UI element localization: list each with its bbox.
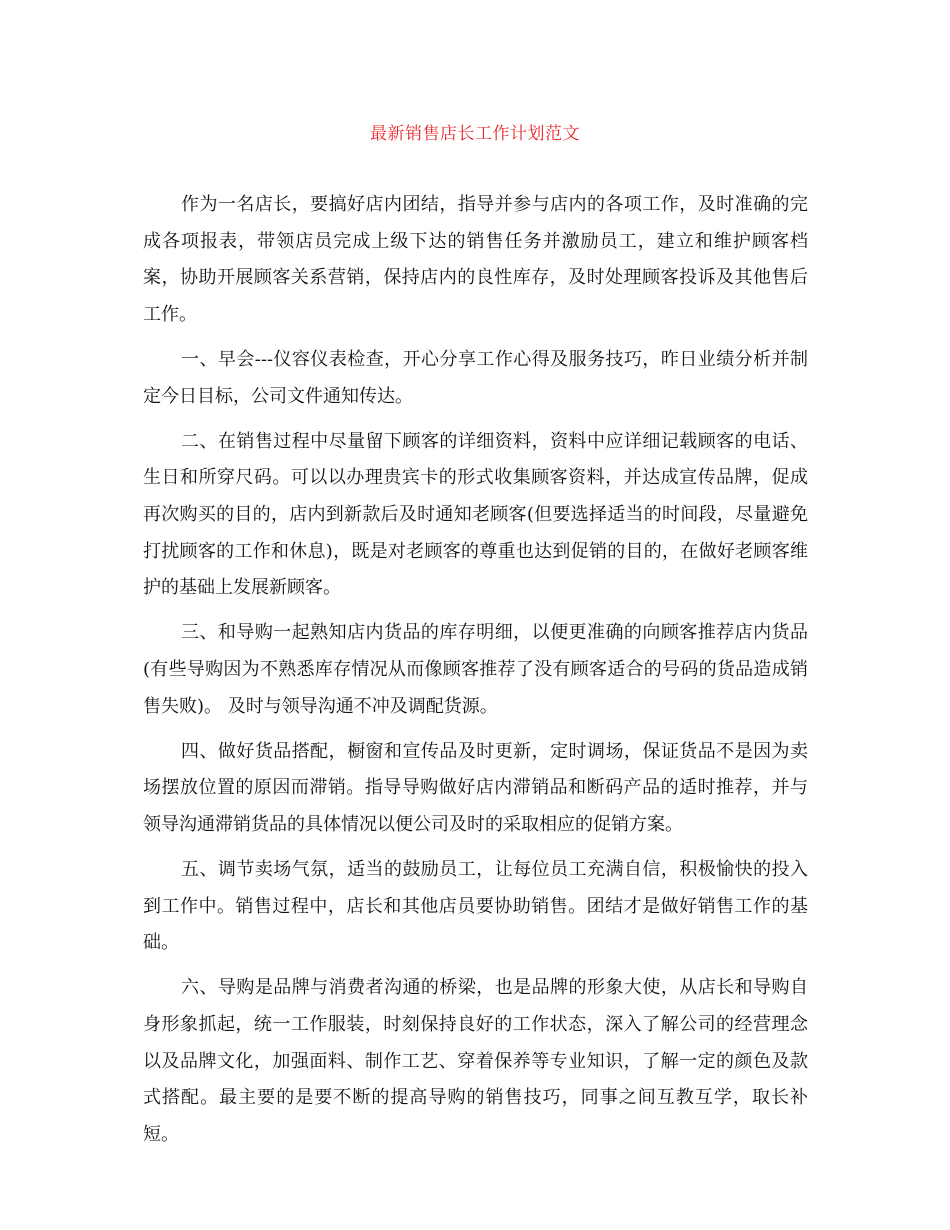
- paragraph-morning-meeting: 一、早会---仪容仪表检查，开心分享工作心得及服务技巧，昨日业绩分析并制定今日目标，公司文件通知传达。: [143, 348, 808, 407]
- paragraph-inventory: 三、和导购一起熟知店内货品的库存明细，以便更准确的向顾客推荐店内货品(有些导购因为不熟悉库存情况从而像顾客推荐了没有顾客适合的号码的货品造成销售失败)。 及时与领导沟通不冲及调配货源。: [143, 622, 808, 717]
- document-title: 最新销售店长工作计划范文: [370, 124, 580, 144]
- paragraph-intro: 作为一名店长，要搞好店内团结，指导并参与店内的各项工作，及时准确的完成各项报表，带领店员完成上级下达的销售任务并激励员工，建立和维护顾客档案，协助开展顾客关系营销，保持店内的良性库存，及时处理顾客投诉及其他售后工作。: [143, 194, 808, 325]
- paragraph-customer-data: 二、在销售过程中尽量留下顾客的详细资料，资料中应详细记载顾客的电话、生日和所穿尺码。可以以办理贵宾卡的形式收集顾客资料，并达成宣传品牌，促成再次购买的目的，店内到新款后及时通知老顾客(但要选择适当的时间段，尽量避免打扰顾客的工作和休息)，既是对老顾客的尊重也达到促销的目的，在做好老顾客维护的基础上发展新顾客。: [143, 430, 808, 599]
- paragraph-brand-image: 六、导购是品牌与消费者沟通的桥梁，也是品牌的形象大使，从店长和导购自身形象抓起，统一工作服装，时刻保持良好的工作状态，深入了解公司的经营理念以及品牌文化，加强面料、制作工艺、穿着保养等专业知识，了解一定的颜色及款式搭配。最主要的是要不断的提高导购的销售技巧，同事之间互教互学，取长补短。: [143, 977, 808, 1145]
- paragraph-atmosphere: 五、调节卖场气氛，适当的鼓励员工，让每位员工充满自信，积极愉快的投入到工作中。销售过程中，店长和其他店员要协助销售。团结才是做好销售工作的基础。: [143, 859, 808, 954]
- paragraph-merchandising: 四、做好货品搭配，橱窗和宣传品及时更新，定时调场，保证货品不是因为卖场摆放位置的原因而滞销。指导导购做好店内滞销品和断码产品的适时推荐，并与领导沟通滞销货品的具体情况以便公司及时的采取相应的促销方案。: [143, 740, 808, 835]
- document-body: [143, 187, 808, 1162]
